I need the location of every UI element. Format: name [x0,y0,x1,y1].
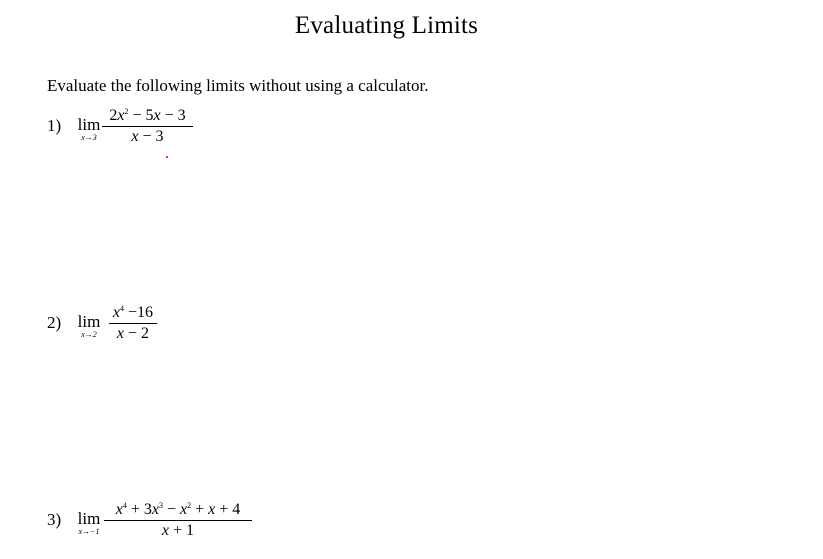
instruction-text: Evaluate the following limits without using a calculator. [47,76,429,95]
limit-fraction [104,497,252,540]
limit-operator [76,510,102,536]
problem-number: 1) [47,116,62,135]
fraction-bar [102,126,193,127]
limit-fraction [109,300,157,343]
fraction-denominator: x + 1 [161,522,195,539]
fraction-numerator: $x^4 + 3x^3 - x^2 + x + 4$ [115,501,241,518]
page-title: Evaluating Limits [294,12,479,39]
lim-word: lim [77,312,101,331]
lim-word: lim [77,115,101,134]
lim-word: lim [77,509,101,528]
limit-approach: x→−1 [78,527,100,536]
fraction-bar [109,323,157,324]
fraction-bar [104,520,252,521]
limit-operator [76,116,102,142]
limit-operator [76,313,102,339]
problem-number: 2) [47,313,62,332]
limit-fraction [102,103,193,146]
limit-approach: x→3 [81,133,97,142]
limit-approach: x→2 [81,330,97,339]
problem-number: 3) [47,510,62,529]
fraction-numerator: $x^4 -16$ [112,304,154,321]
fraction-denominator: x − 2 [116,325,150,342]
fraction-numerator: $2x^2 - 5x - 3$ [109,107,186,124]
stray-mark [166,156,168,158]
fraction-denominator: x − 3 [131,128,164,145]
